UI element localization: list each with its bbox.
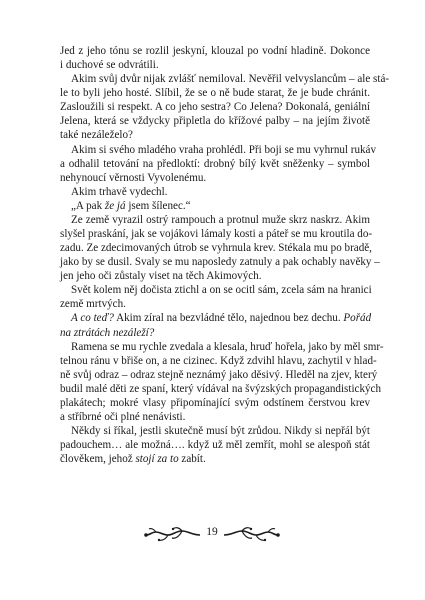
italic-text: Pořád bbox=[343, 312, 372, 325]
flourish-left-icon bbox=[142, 525, 202, 545]
text-line: Akim si svého mladého vraha prohlédl. Při boji se mu vyhrnul rukáv bbox=[71, 143, 377, 156]
text-line: Někdy si říkal, jestli skutečně musí být zrůdou. Nikdy si nepřál být bbox=[71, 425, 370, 438]
paragraph bbox=[60, 72, 390, 142]
paragraph bbox=[60, 340, 384, 424]
text-line bbox=[60, 311, 370, 325]
text-line: na ztrátách nezáleží? bbox=[60, 326, 155, 339]
page-number: 19 bbox=[206, 526, 218, 538]
text-line bbox=[60, 452, 370, 466]
paragraph bbox=[60, 199, 370, 213]
text-line: nehynoucí věrnosti Vyvolenému. bbox=[60, 171, 207, 184]
text-line: le to byli jeho hosté. Slíbil, že se o ně bude starat, že je bude chránit. bbox=[60, 87, 370, 100]
italic-text: já bbox=[116, 199, 126, 212]
text-line: Akim svůj dvůr nijak zvlášť nemiloval. Nevěřil velvyslancům – ale stá- bbox=[71, 73, 390, 86]
text-line: plakátech; mokré vlasy připomínající svým odstínem čerstvou krev bbox=[60, 396, 370, 409]
text-line: Ramena se mu rychle zvedala a klesala, hruď hořela, jako by měl smr- bbox=[71, 340, 384, 353]
text-line: Zasloužili si respekt. A co jeho sestra? Co Jelena? Dokonalá, geniální bbox=[60, 101, 370, 114]
page-footer bbox=[0, 519, 425, 549]
text-line bbox=[60, 199, 370, 213]
italic-text: stojí za to bbox=[135, 453, 179, 466]
text-line: budil malé děti ze spaní, který vídával na švýzských propagandistických bbox=[60, 382, 382, 395]
text-line: jen jeho oči zůstaly viset na těch Akimových. bbox=[60, 270, 262, 283]
text-run: zabít. bbox=[178, 453, 206, 466]
text-line: jako by se dusil. Svaly se mu naposledy zatnuly a pak ochably navěky – bbox=[60, 256, 380, 269]
paragraph bbox=[60, 424, 370, 466]
text-line: telnou ránu v břiše on, a ne cizinec. Když zdvihl hlavu, zachytil v hlad- bbox=[60, 354, 377, 367]
text-run: „A pak bbox=[71, 199, 105, 212]
text-run: jsem šílenec.“ bbox=[125, 199, 191, 212]
text-line: ně svůj odraz – odraz stejně neznámý jako děsivý. Hleděl na zjev, který bbox=[60, 368, 378, 381]
paragraph bbox=[60, 143, 377, 185]
italic-text: A co teď? bbox=[71, 312, 114, 325]
flourish-right-icon bbox=[222, 525, 282, 545]
paragraph bbox=[60, 44, 370, 72]
text-line: padouchem… ale možná…. když už měl zemřít, mohl se alespoň stát bbox=[60, 439, 370, 452]
paragraph bbox=[60, 311, 370, 339]
paragraph bbox=[60, 213, 380, 283]
text-line: Jelena, která se vždycky připletla do křížové palby – na jejím životě bbox=[60, 115, 370, 128]
paragraph bbox=[60, 283, 370, 311]
text-line: slyšel praskání, jak se vojákovi lámaly kosti a páteř se mu kroutila do- bbox=[60, 228, 373, 241]
text-line: Akim trhavě vydechl. bbox=[71, 185, 168, 198]
text-line: i duchové se odvrátili. bbox=[60, 59, 159, 72]
text-line: Ze země vyrazil ostrý rampouch a protnul muže skrz naskrz. Akim bbox=[71, 213, 370, 226]
text-line: Jed z jeho tónu se rozlil jeskyní, klouzal po vodní hladině. Dokonce bbox=[60, 45, 370, 57]
text-line: také nezáleželo? bbox=[60, 129, 133, 142]
text-line: a odhalil tetování na předloktí: drobný bílý květ sněženky – symbol bbox=[60, 157, 370, 170]
text-run: Akim zíral na bezvládné tělo, najednou bez dechu. bbox=[113, 312, 344, 325]
italic-text: že bbox=[104, 199, 115, 212]
paragraph bbox=[60, 185, 370, 199]
text-run: člověkem, jehož bbox=[60, 453, 136, 466]
text-line: zadu. Ze zdecimovaných útrob se vyhrnula krev. Stékala mu po bradě, bbox=[60, 242, 372, 255]
body-text bbox=[60, 44, 390, 466]
text-line: Svět kolem něj dočista ztichl a on se ocitl sám, zcela sám na hranici bbox=[71, 284, 372, 297]
text-line: a stříbrné oči plné nenávisti. bbox=[60, 411, 186, 424]
text-line: země mrtvých. bbox=[60, 298, 126, 311]
